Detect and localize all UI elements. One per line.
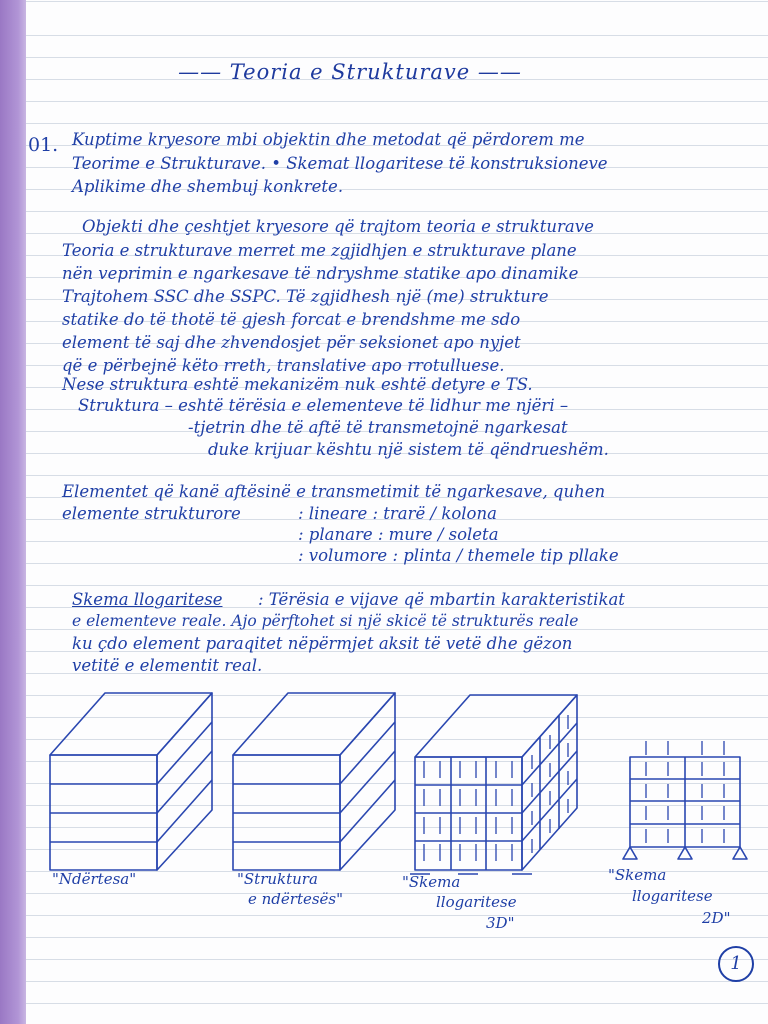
p1-line-11: duke krijuar kështu një sistem të qëndrueshëm.	[208, 440, 609, 459]
notebook-binding	[0, 0, 26, 1024]
p1-line-1: Objekti dhe çeshtjet kryesore që trajtom teoria e strukturave	[82, 217, 594, 236]
caption-structure-line-2: e ndërtesës"	[248, 890, 344, 908]
caption-3d-line-1: "Skema	[402, 873, 461, 891]
caption-2d-line-3: 2D"	[702, 909, 731, 927]
p3-line-4: vetitë e elementit real.	[72, 656, 263, 675]
p1-line-6: element të saj dhe zhvendosjet për seksionet apo nyjet	[62, 333, 521, 352]
caption-building: "Ndërtesa"	[52, 870, 137, 888]
p3-line-2: e elementeve reale. Ajo përftohet si një skicë të strukturës reale	[72, 612, 579, 630]
p1-line-9: Struktura – eshtë tërësia e elementeve të lidhur me njëri –	[78, 396, 569, 415]
page-title: —— Teoria e Strukturave ——	[150, 60, 550, 84]
building-sketch	[50, 693, 212, 870]
p2-line-1: Elementet që kanë aftësinë e transmetimit të ngarkesave, quhen	[62, 482, 606, 501]
p3-line-3: ku çdo element paraqitet nëpërmjet aksit të vetë dhe gëzon	[72, 634, 573, 653]
p2-type-linear: : lineare : trarë / kolona	[298, 504, 497, 523]
scheme-2d-sketch	[623, 741, 747, 859]
caption-structure-line-1: "Struktura	[237, 870, 318, 888]
p1-line-10: -tjetrin dhe të aftë të transmetojnë ngarkesat	[188, 418, 568, 437]
p2-type-volume: : volumore : plinta / themele tip pllake	[298, 546, 619, 565]
p1-line-5: statike do të thotë të gjesh forcat e brendshme me sdo	[62, 310, 521, 329]
p1-line-2: Teoria e strukturave merret me zgjidhjen e strukturave plane	[62, 241, 577, 260]
intro-line-3: Aplikime dhe shembuj konkrete.	[72, 177, 344, 196]
intro-line-1: Kuptime kryesore mbi objektin dhe metodat që përdorem me	[72, 130, 585, 149]
p1-line-4: Trajtohem SSC dhe SSPC. Të zgjidhesh një (me) strukture	[62, 287, 549, 306]
caption-2d-line-1: "Skema	[608, 866, 667, 884]
p2-type-planar: : planare : mure / soleta	[298, 525, 499, 544]
section-number: 01.	[28, 134, 59, 156]
caption-3d-line-3: 3D"	[486, 914, 515, 932]
p1-line-8: Nese struktura eshtë mekanizëm nuk eshtë detyre e TS.	[62, 375, 533, 394]
caption-2d-line-2: llogaritese	[632, 887, 713, 905]
p1-line-3: nën veprimin e ngarkesave të ndryshme statike apo dinamike	[62, 264, 579, 283]
p3-line-1: : Tërësia e vijave që mbartin karakteristikat	[258, 590, 625, 609]
page-number: 1	[718, 946, 754, 982]
p2-lead: elemente strukturore	[62, 504, 241, 523]
caption-3d-line-2: llogaritese	[436, 893, 517, 911]
intro-line-2: Teorime e Strukturave. • Skemat llogaritese të konstruksioneve	[72, 154, 608, 173]
p1-line-7: që e përbejnë këto rreth, translative apo rrotulluese.	[62, 356, 505, 375]
p3-term: Skema llogaritese	[72, 590, 223, 609]
building-structure-sketch	[233, 693, 395, 870]
scheme-3d-sketch	[410, 695, 577, 874]
structure-diagrams	[40, 685, 768, 885]
